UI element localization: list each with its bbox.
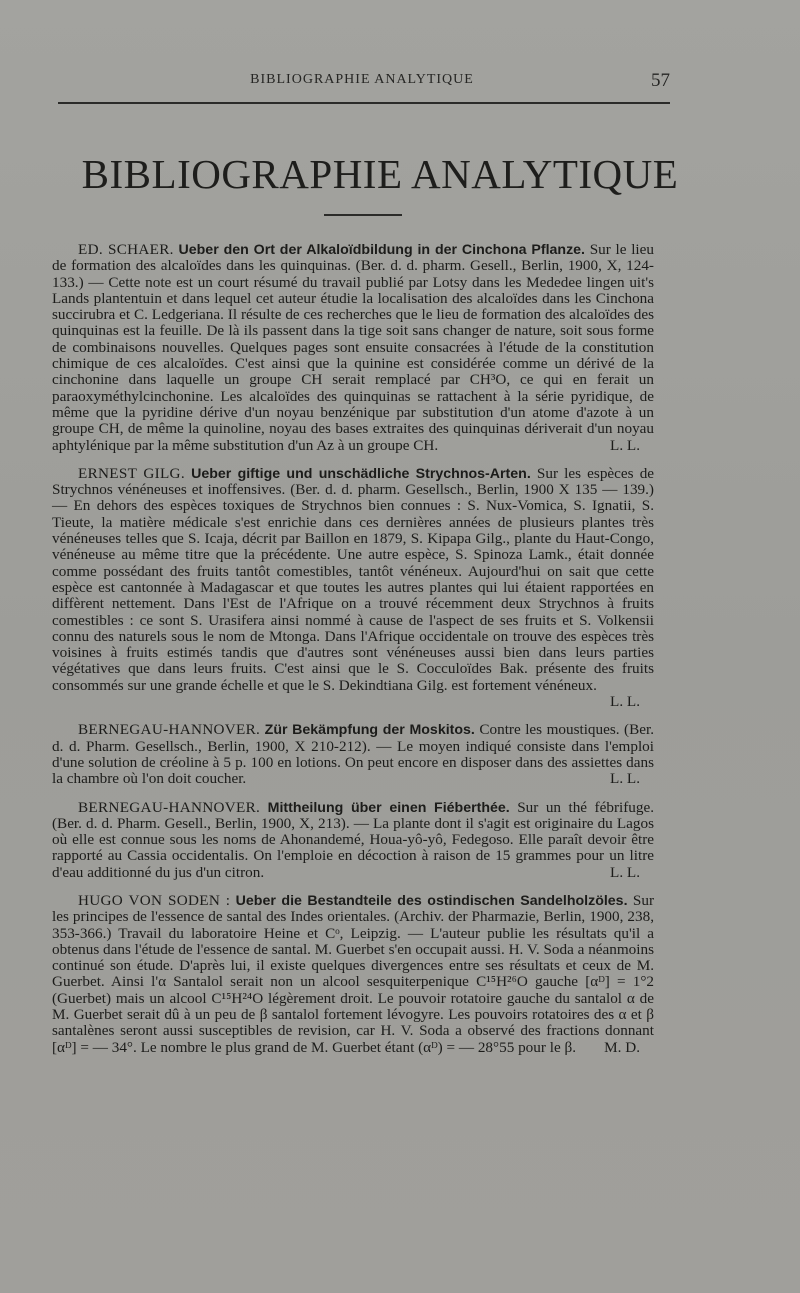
bibliography-entry — [52, 242, 654, 454]
section-title: BIBLIOGRAPHIE ANALYTIQUE — [81, 151, 679, 197]
entry-text: Sur les espèces de Strychnos vénéneuses et inoffensives. (Ber. d. d. pharm. Gesellsch., Berlin, 1900 X 135 — 139.) — En dehors des espèces toxiques de Strychnos bien connues : S. Nux-Vomica, S. Ignatii, S. Tieute, la matière médicale s'est enrichie dans ces dernières années de plusieurs plantes très vénéneuses telles que S. Icaja, décrit par Baillon en 1879, S. Kipapa Gilg., plante du Haut-Congo, vénéneuse au même titre que la précédente. Une autre espèce, S. Spinoza Lamk., était donnée comme possédant des fruits tantôt comestibles, tantôt vénéneux. Aujourd'hui on sait que cette espèce est cantonnée à Madagascar et que toutes les autres plantes qui lui étaient rapportées en diffèrent nettement. Dans l'Est de l'Afrique on a trouvé récemment deux Strychnos à fruits comestibles : ce sont S. Urasifera ainsi nommé à cause de l'aspect de ses fruits et S. Volkensii connu des naturels sous le nom de Mtonga. Dans l'Afrique occidentale on trouve des espèces très voisines à fruits estimés tandis que d'autres sont vénéneuses aussi bien dans leurs parties végétatives que dans leurs fruits. C'est ainsi que le S. Cocculoïdes Bak. présente des fruits consommés sur une grande échelle et que le S. Dekindtiana Gilg. est fortement vénéneux. — [52, 464, 655, 694]
entry-text: Contre les moustiques. (Ber. d. d. Pharm. Gesellsch., Berlin, 1900, X 210-212). — Le moyen indiqué consiste dans l'emploi d'une solution de créoline à 5 p. 100 en lotions. On peut encore en disposer dans des assiettes dans la chambre où l'on doit coucher. — [52, 721, 655, 788]
entry-signature: M. D. — [604, 1038, 640, 1056]
entry-title: Zür Bekämpfung der Moskitos. — [264, 722, 475, 739]
running-head: BIBLIOGRAPHIE ANALYTIQUE — [250, 72, 474, 87]
entry-author: ERNEST GILG. — [78, 464, 185, 482]
entry-signature: L. L. — [610, 693, 640, 711]
title-rule — [324, 214, 402, 216]
entry-text: Sur un thé fébrifuge. (Ber. d. d. Pharm. Gesell., Berlin, 1900, X, 213). — La plante dont il s'agit est originaire du Lagos où elle est connue sous les noms de Ahonandemé, Houa-yô-yô, Fedegoso. Elle paraît devoir être rapporté au Cassia occidentalis. On l'emploie en décoction à raison de 15 grammes pour un litre d'eau additionné du jus d'un citron. — [52, 798, 654, 881]
entry-text: Sur les principes de l'essence de santal des Indes orientales. (Archiv. der Pharmazie, Berlin, 1900, 238, 353-366.) Travail du laboratoire Heine et Cᵒ, Leipzig. — L'auteur publie les résultats qu'il a obtenus dans l'étude de l'essence de santal. M. Guerbet s'en occupait aussi. H. V. Soda a néanmoins continué son étude. D'après lui, il existe quelques divergences entre ses résultats et ceux de M. Guerbet. Ainsi l'α Santalol serait non un alcool sesquiterpenique C¹⁵H²⁶O gauche [αᴰ] = 1°2 (Guerbet) mais un alcool C¹⁵H²⁴O légèrement droit. Le pouvoir rotatoire gauche du santalol α de M. Guerbet serait dû à un peu de β santalol fortement lévogyre. Les pouvoirs rotatoires des α et β santalènes seront aussi susceptibles de revision, car H. V. Soda a observé des fractions donnant [αᴰ] = — 34°. Le nombre le plus grand de M. Guerbet étant (αᴰ) = — 28°55 pour le β. — [52, 891, 655, 1056]
entry-signature: L. L. — [610, 863, 640, 881]
page-number: 57 — [651, 70, 670, 91]
entry-text: Sur le lieu de formation des alcaloïdes dans les quinquinas. (Ber. d. d. pharm. Gesell., Berlin, 1900, X, 124-133.) — Cette note est un court résumé du travail publié par Lotsy dans les Mededee lingen uit's Lands plantentuin et dans lequel cet auteur étudie la localisation des alcaloïdes dans les Cinchona succirubra et C. Ledgeriana. Il résulte de ces recherches que le lieu de formation des alcaloïdes des quinquinas est la feuille. De là ils passent dans la tige soit sans changer de nature, soit sous forme de combinaisons nouvelles. Quelques pages sont ensuite consacrées à l'étude de la constitution chimique de ces alcaloïdes. C'est ainsi que la quinine est considérée comme un dérivé de la cinchonine dans laquelle un groupe CH serait remplacé par CH³O, ce qui en ferait un paraoxyméthylcinchonine. Les alcaloïdes des quinquinas se rattachent à la série pyridique, de même que la pyridine dérive d'un noyau benzénique par substitution d'un atome d'azote à un groupe CH, de même la quinoline, noyau des bases extraites des quinquinas dériverait d'un noyau aphtylénique par la même substitution d'un Az à un groupe CH. — [52, 241, 654, 454]
bibliography-entry — [52, 466, 654, 710]
entry-author: ED. SCHAER. — [78, 241, 174, 258]
header-rule — [58, 102, 670, 104]
article-body — [52, 242, 654, 1068]
entry-author: HUGO VON SODEN : — [78, 891, 231, 909]
entry-title: Mittheilung über einen Fiéberthée. — [267, 799, 510, 816]
entry-author: BERNEGAU-HANNOVER. — [78, 721, 261, 739]
bibliography-entry — [52, 722, 654, 787]
entry-title: Ueber den Ort der Alkaloïdbildung in der Cinchona Pflanze. — [178, 242, 585, 258]
entry-signature: L. L. — [610, 770, 640, 788]
entry-title: Ueber giftige und unschädliche Strychnos-Arten. — [191, 465, 531, 482]
bibliography-entry — [52, 800, 654, 881]
bibliography-entry — [52, 893, 654, 1056]
entry-signature: L. L. — [610, 436, 640, 454]
entry-title: Ueber die Bestandteile des ostindischen Sandelholzöles. — [235, 892, 628, 909]
entry-author: BERNEGAU-HANNOVER. — [78, 798, 261, 816]
